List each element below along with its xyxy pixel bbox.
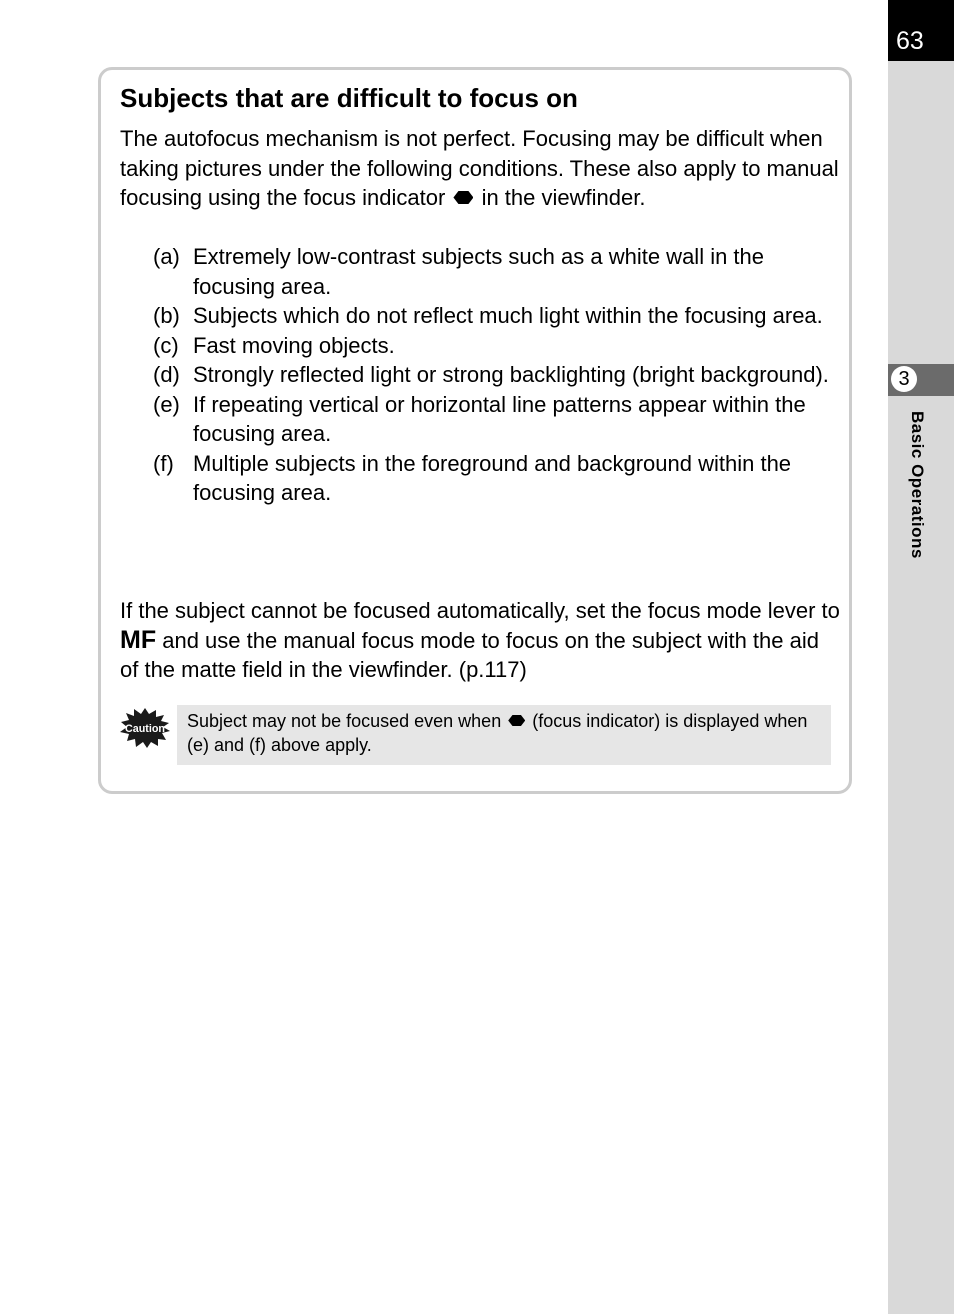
list-item	[153, 449, 843, 508]
closing-text: If the subject cannot be focused automatically, set the focus mode lever to	[120, 598, 840, 623]
closing-paragraph	[120, 596, 840, 685]
sidebar	[888, 0, 954, 1314]
intro-text-end: in the viewfinder.	[481, 185, 646, 210]
caution-text	[187, 709, 827, 757]
page-number: 63	[896, 27, 924, 55]
focus-indicator-icon	[453, 191, 473, 204]
list-marker: (c)	[153, 332, 179, 358]
list-item-text: If repeating vertical or horizontal line patterns appear within the focusing area.	[193, 391, 806, 446]
list-item	[153, 390, 843, 449]
list-item-text: Extremely low-contrast subjects such as a white wall in the focusing area.	[193, 244, 765, 299]
caution-icon	[120, 708, 170, 748]
caution-text-start: Subject may not be focused even when	[187, 711, 502, 731]
closing-text-end: and use the manual focus mode to focus on the subject with the aid of the matte field in the viewfinder. (p.117)	[120, 627, 819, 682]
list-marker: (e)	[153, 391, 180, 417]
list-marker: (f)	[153, 450, 174, 476]
conditions-list	[153, 242, 843, 508]
chapter-number: 3	[891, 366, 917, 392]
intro-text: The autofocus mechanism is not perfect. Focusing may be difficult when taking pictures under the following conditions. These also apply to manual focusing using the focus indicator	[120, 126, 839, 210]
list-marker: (d)	[153, 362, 180, 387]
focus-indicator-icon	[508, 715, 525, 726]
caution-text-end: (focus indicator) is displayed when (e) and (f) above apply.	[187, 711, 808, 755]
list-item	[153, 331, 843, 361]
list-item	[153, 301, 843, 331]
list-marker: (b)	[153, 303, 180, 328]
section-title: Subjects that are difficult to focus on	[120, 83, 578, 113]
list-item	[153, 360, 843, 390]
caution-icon-label: Caution	[125, 723, 166, 735]
list-marker: (a)	[153, 244, 180, 269]
intro-paragraph	[120, 124, 840, 213]
list-item-text: Strongly reflected light or strong backlighting (bright background).	[193, 362, 829, 387]
list-item	[153, 242, 843, 301]
list-item-text: Fast moving objects.	[193, 332, 395, 358]
list-item-text: Multiple subjects in the foreground and background within the focusing area.	[193, 450, 792, 505]
chapter-title: Basic Operations	[908, 411, 927, 559]
mf-symbol: MF	[120, 625, 157, 654]
list-item-text: Subjects which do not reflect much light within the focusing area.	[193, 303, 823, 328]
